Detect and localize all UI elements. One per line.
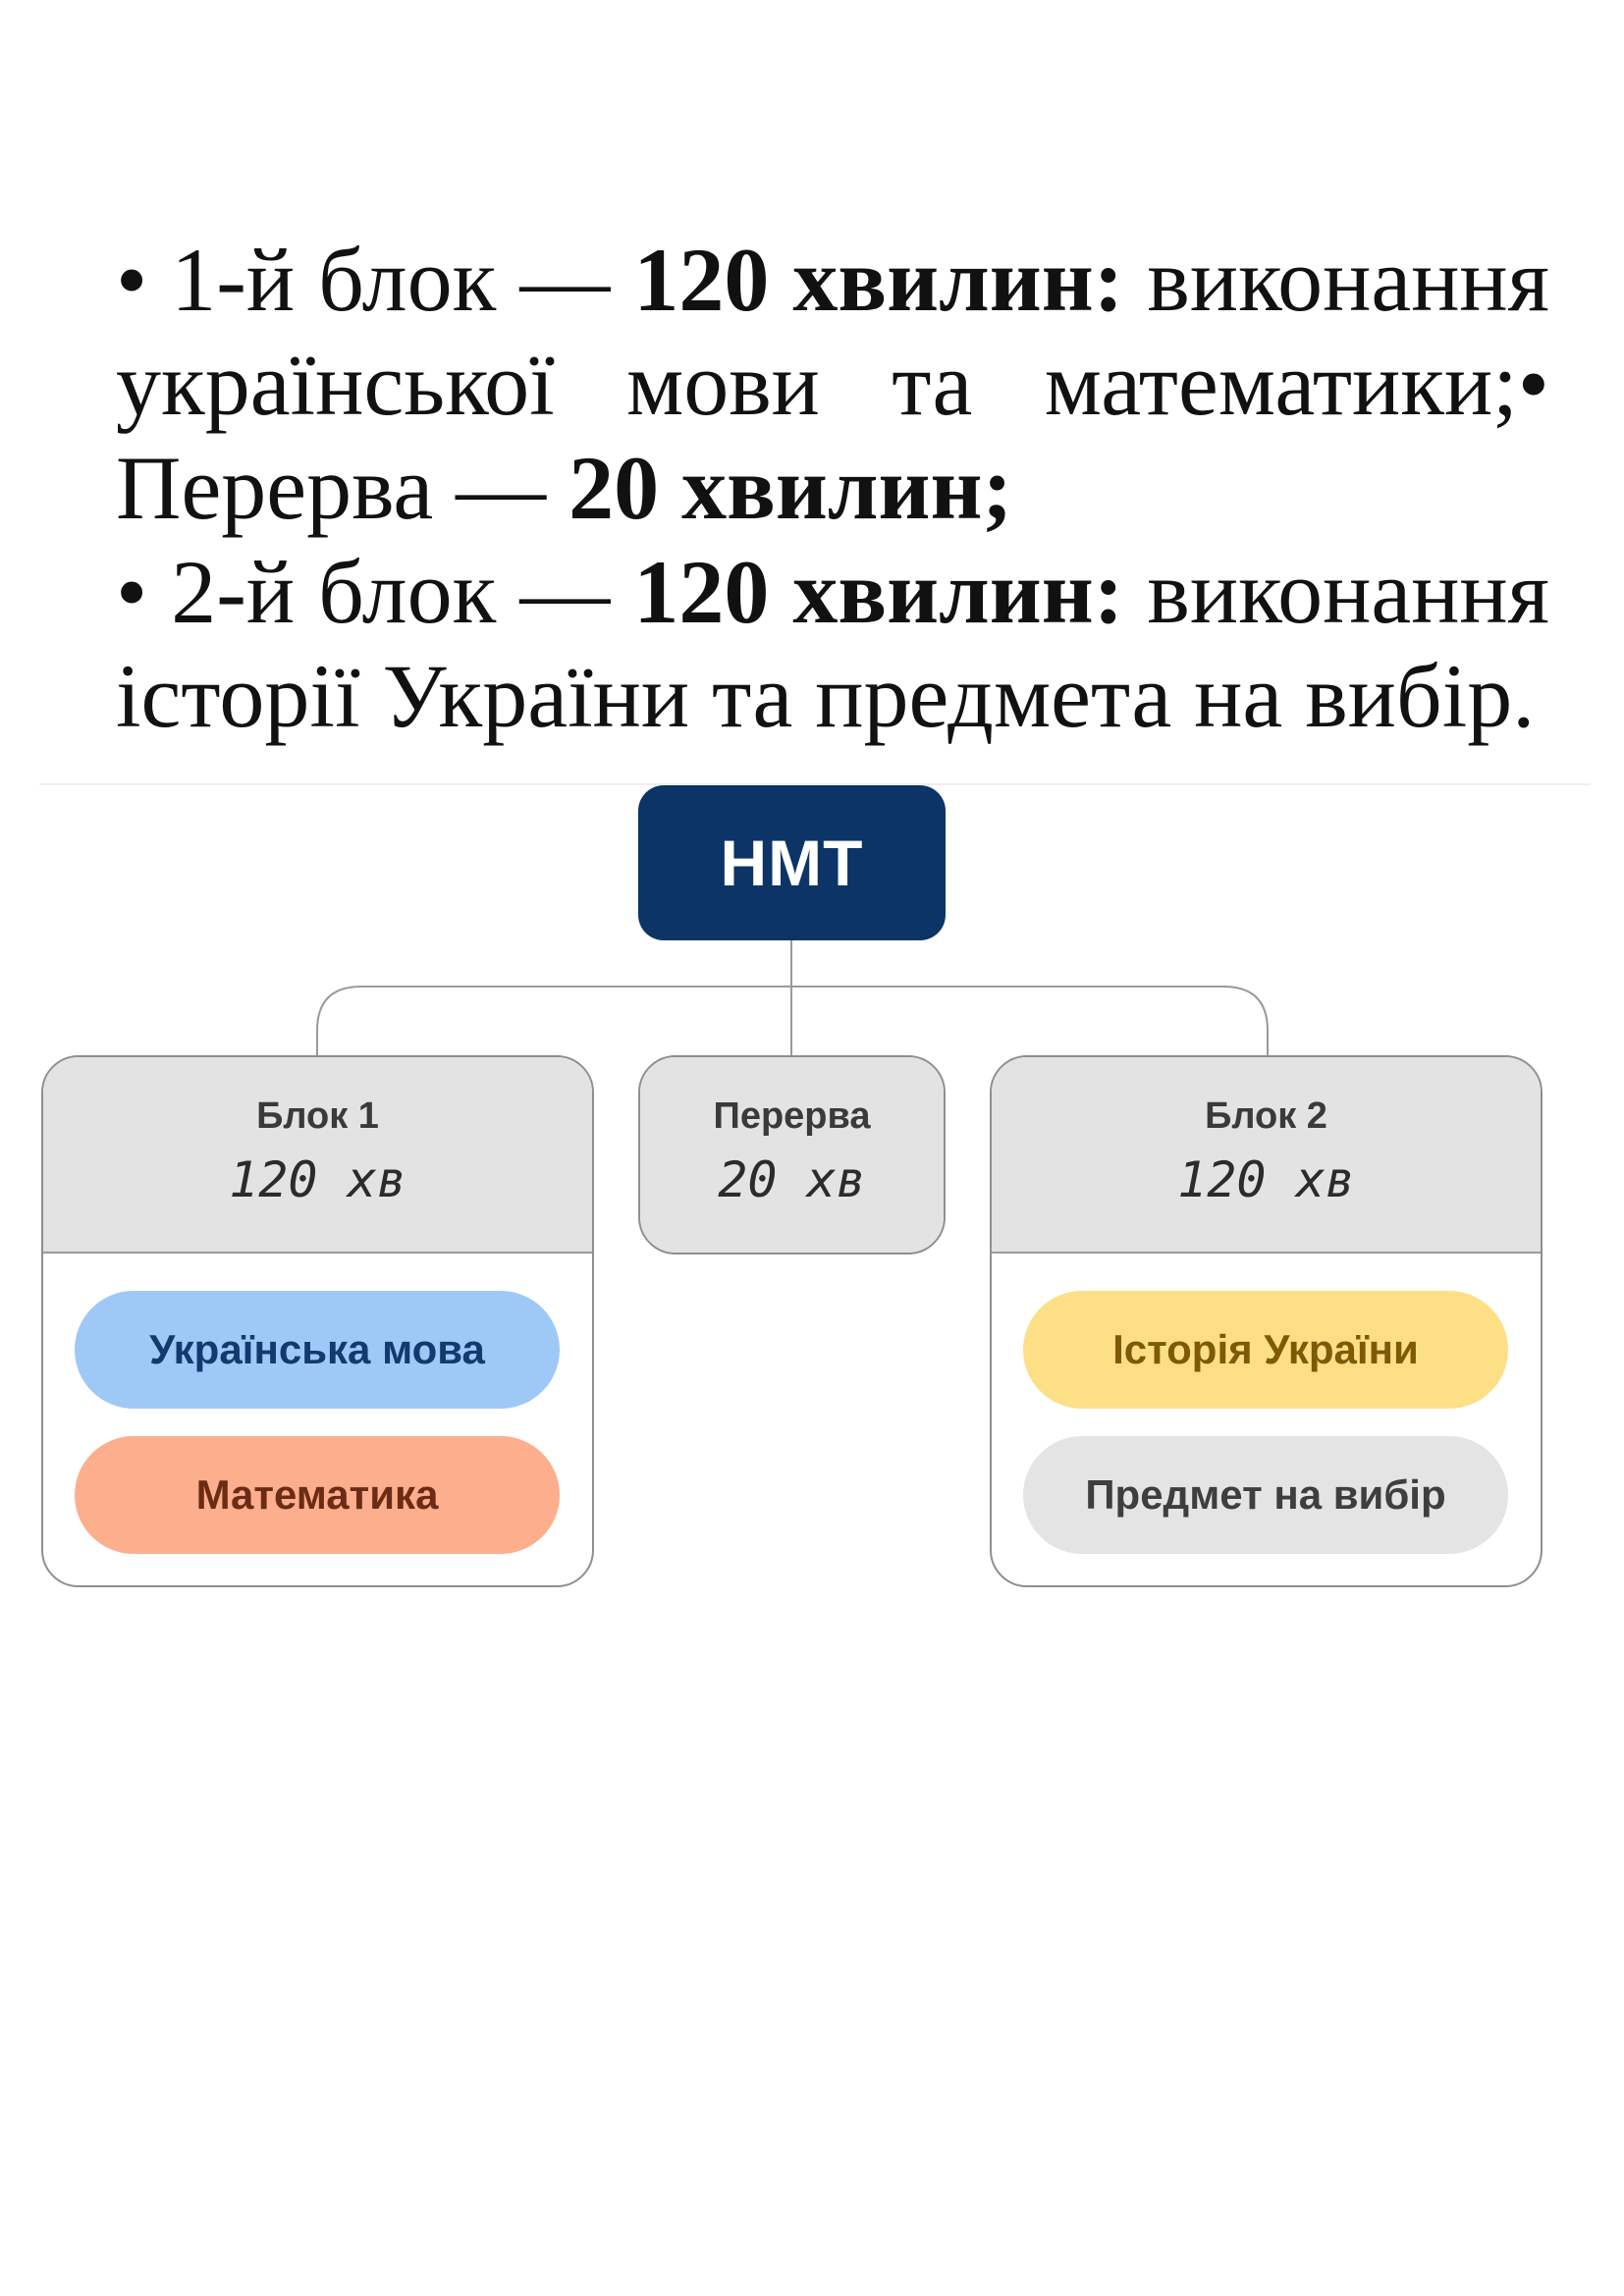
block-1-duration: 120 хв [229,1151,406,1208]
subject-history: Історія України [1023,1291,1508,1409]
item1-duration: 120 хвилин: [633,230,1124,330]
break-card [638,1055,946,1255]
break-title: Перерва [713,1095,871,1137]
subject-ukrainian: Українська мова [75,1291,560,1409]
item3-prefix: • 2-й блок — [116,542,634,642]
subject-elective: Предмет на вибір [1023,1436,1508,1554]
break-duration: 20 хв [718,1151,866,1208]
item2-duration: 20 хвилин; [568,438,1013,538]
block-2-header [992,1057,1541,1254]
block-2-card [990,1055,1543,1587]
item1-prefix: • 1-й блок — [116,230,634,330]
break-header [640,1057,944,1253]
block-2-title: Блок 2 [1205,1095,1327,1137]
block-1-card [41,1055,594,1587]
block-1-header [43,1057,592,1254]
item1-description: виконання української мови та математики; [116,230,1549,434]
block-1-title: Блок 1 [256,1095,379,1137]
root-node: НМТ [638,785,946,940]
block-2-duration: 120 хв [1177,1151,1355,1208]
item3-duration: 120 хвилин: [633,542,1124,642]
item2-prefix: • Перерва — [116,334,1549,538]
item3-description: виконання історії України та предмета на вибір. [116,542,1549,746]
subject-math: Математика [75,1436,560,1554]
